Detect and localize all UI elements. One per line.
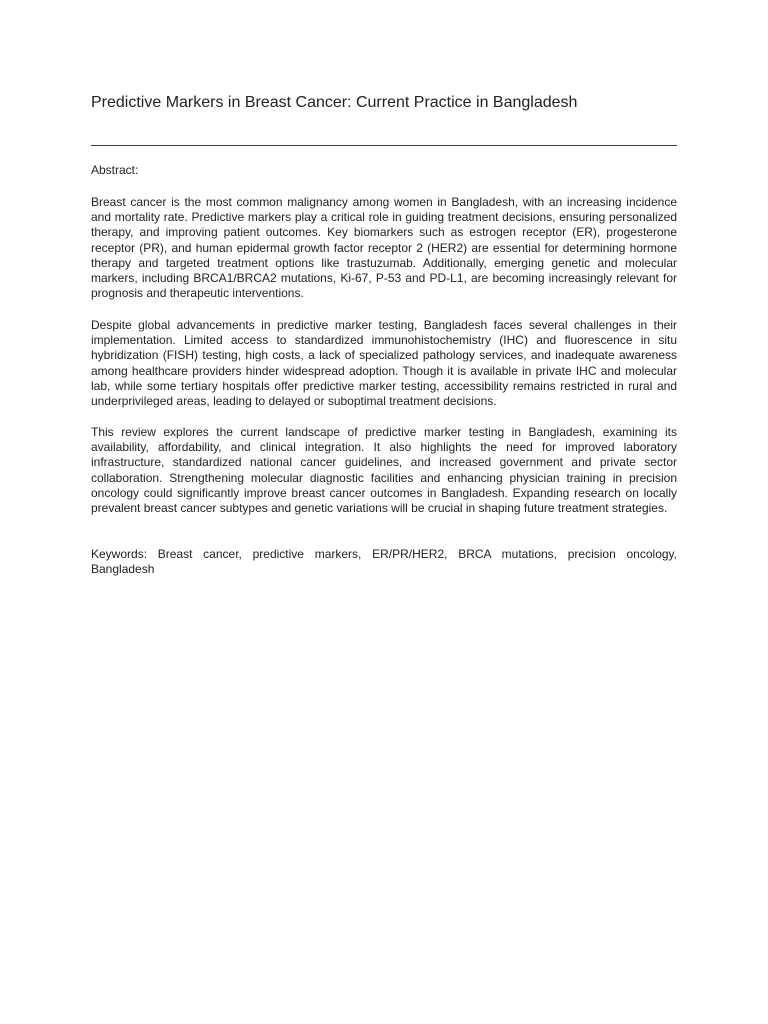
abstract-paragraph-1: Breast cancer is the most common malignancy among women in Bangladesh, with an increasing incidence and mortality rate. Predictive markers play a critical role in guiding treatment decisions, ensuring personalized therapy, and improving patient outcomes. Key biomarkers such as estrogen receptor (ER), progesterone receptor (PR), and human epidermal growth factor receptor 2 (HER2) are essential for determining hormone therapy and targeted treatment options like trastuzumab. Additionally, emerging genetic and molecular markers, including BRCA1/BRCA2 mutations, Ki-67, P-53 and PD-L1, are becoming increasingly relevant for prognosis and therapeutic interventions. (91, 195, 677, 301)
document-title: Predictive Markers in Breast Cancer: Current Practice in Bangladesh (91, 94, 578, 111)
abstract-paragraph-2: Despite global advancements in predictive marker testing, Bangladesh faces several challenges in their implementation. Limited access to standardized immunohistochemistry (IHC) and fluorescence in situ hybridization (FISH) testing, high costs, a lack of specialized pathology services, and inadequate awareness among healthcare providers hinder widespread adoption. Though it is available in private IHC and molecular lab, while some tertiary hospitals offer predictive marker testing, accessibility remains restricted in rural and underprivileged areas, leading to delayed or suboptimal treatment decisions. (91, 318, 677, 409)
keywords-line: Keywords: Breast cancer, predictive markers, ER/PR/HER2, BRCA mutations, precision oncology, Bangladesh (91, 547, 677, 577)
title-divider (91, 145, 677, 146)
abstract-label: Abstract: (91, 163, 139, 177)
abstract-paragraph-3: This review explores the current landscape of predictive marker testing in Bangladesh, examining its availability, affordability, and clinical integration. It also highlights the need for improved laboratory infrastructure, standardized national cancer guidelines, and increased government and private sector collaboration. Strengthening molecular diagnostic facilities and enhancing physician training in precision oncology could significantly improve breast cancer outcomes in Bangladesh. Expanding research on locally prevalent breast cancer subtypes and genetic variations will be crucial in shaping future treatment strategies. (91, 425, 677, 516)
